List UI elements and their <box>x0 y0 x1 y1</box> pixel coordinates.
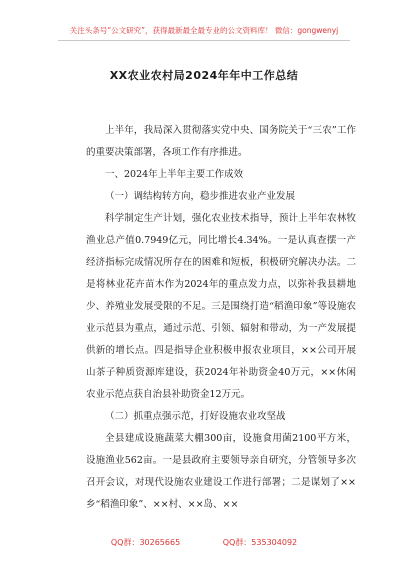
promo-banner: 关注头条号“公文研究”，获得最新最全最专业的公文资料库！ 微信：gongwenyj <box>69 26 339 35</box>
section-heading: 一、2024年上半年主要工作成效 <box>105 169 244 180</box>
paragraph: 上半年，我局深入贯彻落实党中央、国务院关于“三农”工作的重要决策部署，各项工作有序推进。 <box>86 125 356 158</box>
qq-group-1: QQ群：30265665 <box>110 538 181 547</box>
subsection-heading: （二）抓重点强示范，打好设施农业攻坚战 <box>105 411 286 422</box>
header-divider <box>58 40 350 41</box>
paragraph: 全县建成设施蔬菜大棚300亩，设施食用菌2100平方米，设施渔业562亩。一是县政府主要领导亲自研究，分管领导多次召开会议，对现代设施农业建设工作进行部署；二是谋划了××乡“稻渔印象”、××村、××岛、×× <box>86 433 356 510</box>
document-title: XX农业农村局2024年年中工作总结 <box>109 69 299 82</box>
document-body <box>86 120 356 516</box>
paragraph: 科学制定生产计划，强化农业技术指导，预计上半年农林牧渔业总产值0.7949亿元，同比增长4.34%。一是认真查摆一产经济指标完成情况所存在的困难和短板，积极研究解决办法。二是将林业花卉苗木作为2024年的重点发力点，以弥补我县耕地少、养殖业发展受限的不足。三是围绕打造“稻渔印象”等设施农业示范县为重点，通过示范、引领、辐射和带动，为一产发展提供新的增长点。四是指导企业积极申报农业项目，××公司开展山茶子种质资源库建设，获2024年补助资金40万元，××休闲农业示范点获自治县补助资金12万元。 <box>86 213 356 400</box>
qq-group-2: QQ群：535304092 <box>222 538 298 547</box>
document-footer <box>0 537 408 548</box>
subsection-heading: （一）调结构转方向，稳步推进农业产业发展 <box>105 191 296 202</box>
document-header <box>0 0 408 58</box>
